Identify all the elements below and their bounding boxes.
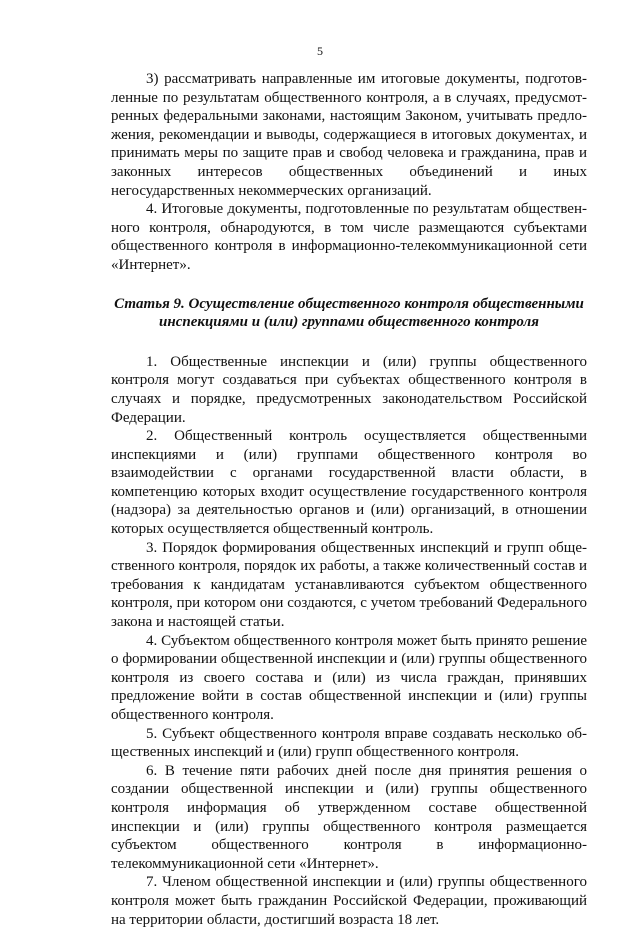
paragraph-item-3: 3) рассматривать направленные им итоговые документы, подготовленные по результатам общественного контроля, а в случаях, предусмотренных федеральными законами, настоящим Законом, учитывать предложения, рекомендации и выводы, содержащиеся в итоговых документах, и принимать меры по защите прав и свобод человека и гражданина, прав и законных интересов общественных объединений и иных негосударственных некоммерческих организаций. [111,71,587,199]
article-clause-5: 5. Субъект общественного контроля вправе создавать несколько общественных инспекций и (или) групп общественного контроля. [111,725,587,761]
article-clause-7: 7. Членом общественной инспекции и (или) группы общественного контроля может быть гражданин Российской Федерации, проживающий на территории области, достигший возраста 18 лет. [111,874,587,928]
page-number: 5 [317,44,323,58]
article-clause-2: 2. Общественный контроль осуществляется общественными инспекциями и (или) группами общественного контроля во взаимодействии с органами государственной власти области, в компетенцию которых входит осуществление государственного контроля (надзора) за деятельностью органов и (или) организаций, в отношении которых осуществляется общественный контроль. [111,428,587,538]
article-heading: Статья 9. Осуществление общественного контроля общественными инспекциями и (или) группами общественного контроля [114,295,584,331]
paragraph-clause-4: 4. Итоговые документы, подготовленные по результатам общественного контроля, обнародуются, в том числе размещаются субъектами общественного контроля в информационно-телекоммуникационной сети «Интернет». [111,201,587,273]
article-clause-4: 4. Субъектом общественного контроля может быть принято решение о формировании общественной инспекции и (или) группы общественного контроля из своего состава и (или) из числа граждан, принявших предложение войти в состав общественной инспекции и (или) группы общественного контроля. [111,632,587,723]
document-body [111,70,587,929]
article-clause-6: 6. В течение пяти рабочих дней после дня принятия решения о создании общественной инспекции и (или) группы общественного контроля информация об утвержденном составе общественной инспекции и (или) группы общественного контроля размещается субъектом общественного контроля в информационно-телекоммуникационной сети «Интернет». [111,762,587,872]
article-clause-1: 1. Общественные инспекции и (или) группы общественного контроля могут создаваться при субъектах общественного контроля в случаях и порядке, предусмотренных законодательством Российской Федерации. [111,353,587,426]
article-clause-3: 3. Порядок формирования общественных инспекций и групп общественного контроля, порядок их работы, а также количественный состав и требования к кандидатам устанавливаются субъектом общественного контроля, при котором они создаются, с учетом требований Федерального закона и настоящей статьи. [111,539,587,631]
